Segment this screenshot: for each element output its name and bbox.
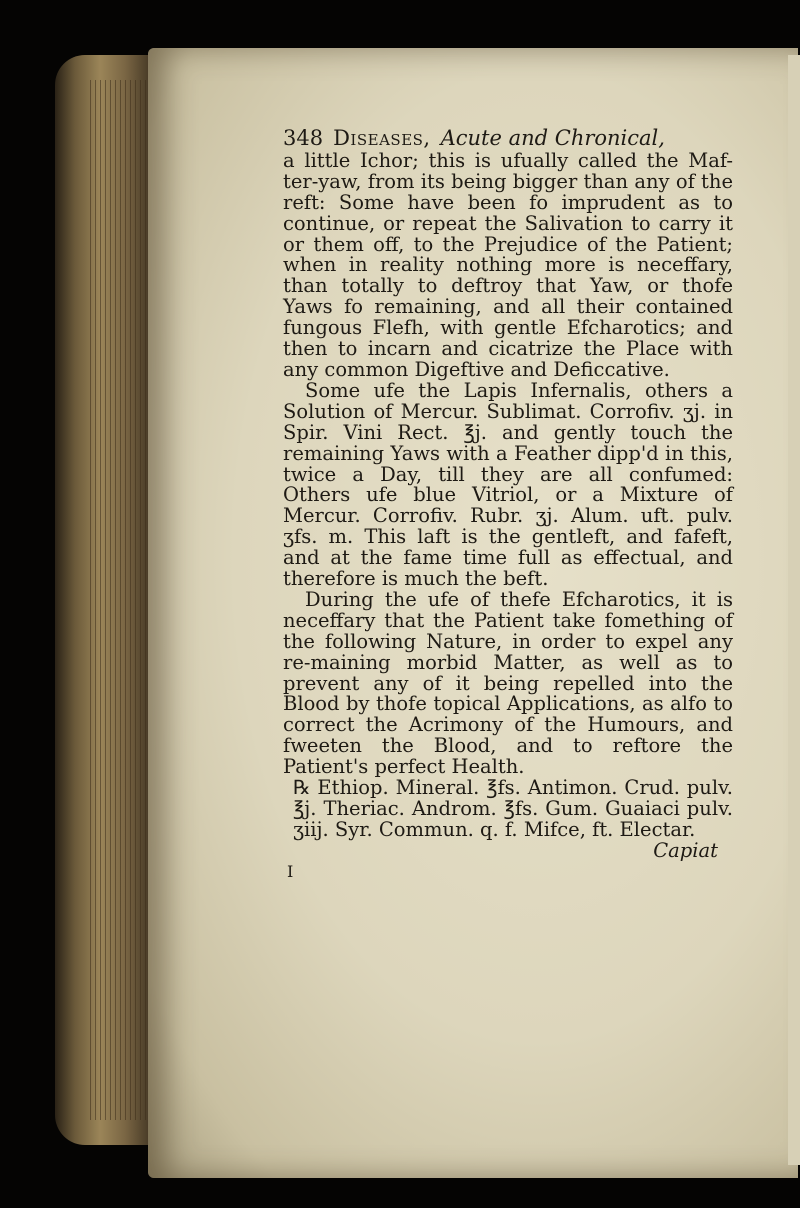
header-subtitle: Acute and Chronical, — [440, 126, 665, 150]
paragraph-1: a little Ichor; this is ufually called the Maf-ter-yaw, from its being bigger than any of the reft: Some have been fo imprudent as to continue, or repeat the Salivation to carry it or them off, to the Prejudice of the Patient; when in reality nothing more is neceffary, than totally to deftroy that Yaw, or thofe Yaws fo remaining, and all their contained fungous Flefh, with gentle Efcharotics; and then to incarn and cicatrize the Place with any common Digeftive and Deficcative. — [283, 148, 733, 381]
facing-page-edge — [788, 55, 800, 1165]
page-number: 348 — [283, 126, 324, 150]
header-title: Diseases, — [333, 126, 431, 150]
signature-mark: I — [287, 861, 294, 881]
paragraph-2: Some ufe the Lapis Infernalis, others a Solution of Mercur. Sublimat. Corrofiv. ʒj. in Spir. Vini Rect. ℥j. and gently touch the remaining Yaws with a Feather dipp'd in this, twice a Day, till they are all confumed: Others ufe blue Vitriol, or a Mixture of Mercur. Corrofiv. Rubr. ʒj. Alum. uft. pulv. ʒfs. m. This laft is the gentleft, and fafeft, and at the fame time full as effectual, and therefore is much the beft. — [283, 378, 733, 591]
page-edges — [90, 80, 150, 1120]
catchword: Capiat — [653, 838, 718, 862]
paragraph-3: During the ufe of thefe Efcharotics, it is neceffary that the Patient take fomething of the following Nature, in order to expel any re-maining morbid Matter, as well as to prevent any of it being repelled into the Blood by thofe topical Applications, as alfo to correct the Acrimony of the Humours, and fweeten the Blood, and to reftore the Patient's perfect Health. — [283, 587, 733, 779]
page-text — [283, 128, 733, 883]
prescription: ℞ Ethiop. Mineral. ℥fs. Antimon. Crud. pulv. ℥j. Theriac. Androm. ℥fs. Gum. Guaiaci pulv. ʒiij. Syr. Commun. q. f. Mifce, ft. Electar. — [293, 776, 733, 841]
running-header — [283, 128, 733, 149]
